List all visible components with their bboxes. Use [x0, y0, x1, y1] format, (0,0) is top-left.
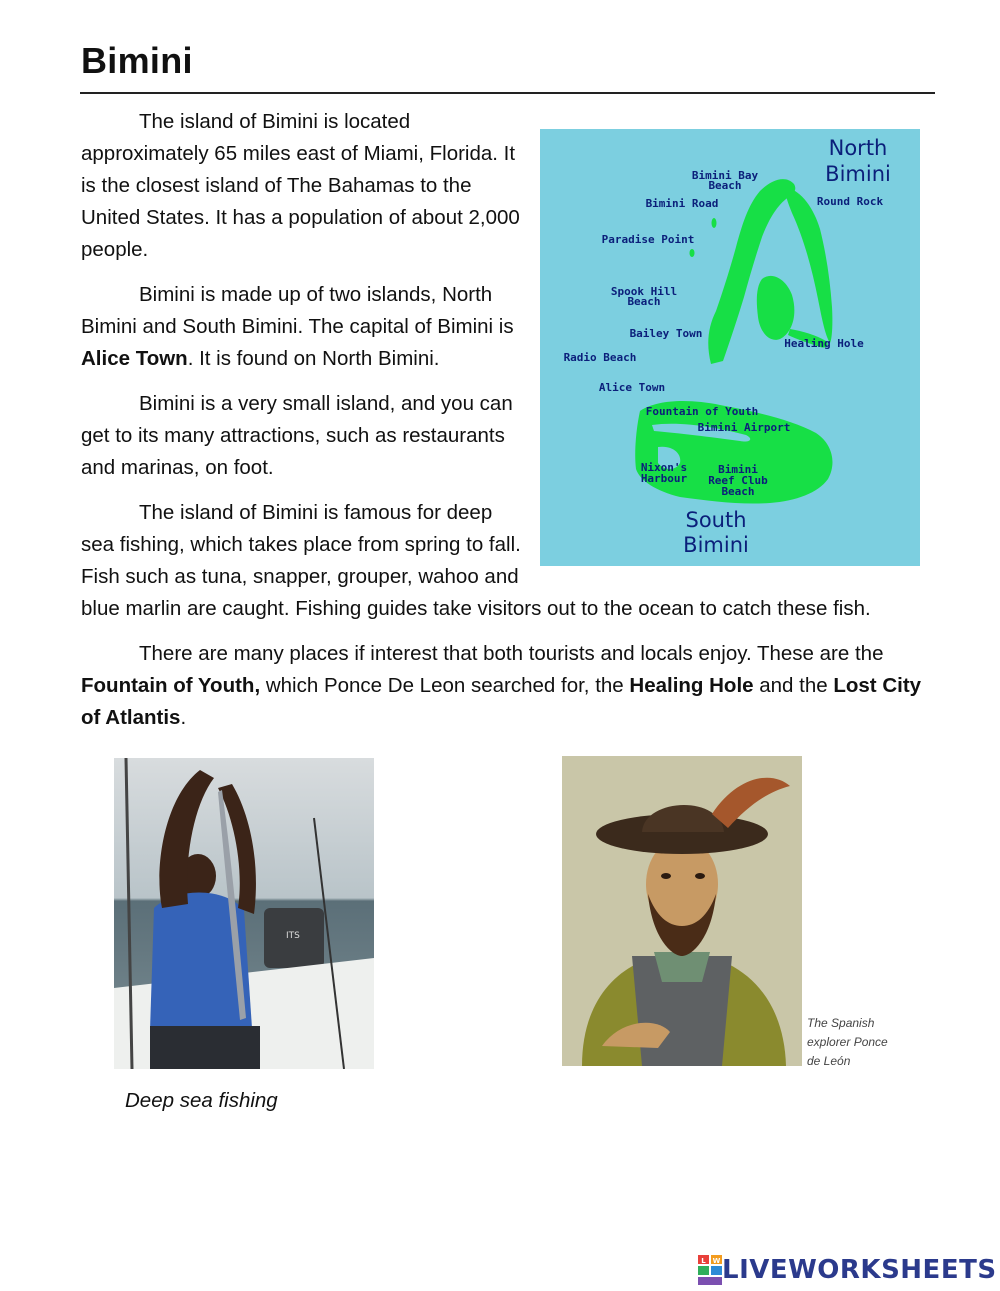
text-run: There are many places if interest that both tourists and locals enjoy. These are the — [139, 642, 884, 665]
bimini-map — [540, 129, 920, 566]
text-run: Bimini is made up of two islands, North Bimini and South Bimini. The capital of Bimini is — [81, 283, 514, 338]
fishing-photo-graphic — [114, 758, 374, 1069]
fishing-caption: Deep sea fishing — [125, 1089, 278, 1112]
map-label-alice-town: Alice Town — [598, 381, 666, 394]
portrait-graphic — [562, 756, 802, 1066]
ponce-caption-line: de León — [807, 1054, 851, 1068]
map-label-radio-beach: Radio Beach — [563, 351, 637, 364]
map-label-bimini-reef-club-beach: Bimini Reef Club Beach — [708, 463, 768, 498]
ponce-caption — [807, 1014, 917, 1071]
text-run: and the — [753, 674, 834, 697]
map-label-bimini-bay-beach: Bimini Bay Beach — [691, 169, 759, 192]
map-label-bailey-town: Bailey Town — [629, 327, 703, 340]
text-run: Bimini is a very small island, and you can get to its many attractions, such as restaurants and marinas, on foot. — [81, 392, 513, 479]
paragraph — [81, 638, 941, 734]
liveworksheets-logo[interactable] — [698, 1254, 997, 1286]
map-label-nixons-harbour: Nixon's Harbour — [640, 461, 688, 485]
bold-text: Lost City of Atlantis — [81, 674, 922, 729]
map-label-fountain-of-youth: Fountain of Youth — [645, 405, 759, 418]
svg-text:ITS: ITS — [286, 931, 300, 941]
text-run: . It is found on North Bimini. — [187, 347, 440, 370]
bold-text: Alice Town — [81, 347, 188, 370]
map-title-north-bimini: North Bimini — [825, 136, 891, 186]
map-label-round-rock: Round Rock — [816, 195, 884, 208]
map-label-paradise-point: Paradise Point — [601, 233, 695, 246]
title-underline — [80, 92, 935, 94]
map-label-bimini-airport: Bimini Airport — [697, 421, 791, 434]
bimini-road-islet — [712, 218, 717, 228]
liveworksheets-icon — [698, 1255, 722, 1285]
text-run: The island of Bimini is located approximately 65 miles east of Miami, Florida. It is the closest island of The Bahamas to the United States. It has a population of about 2,000 people. — [81, 110, 520, 261]
map-label-bimini-road: Bimini Road — [645, 197, 719, 210]
map-label-healing-hole: Healing Hole — [784, 337, 864, 350]
svg-text:L: L — [701, 1257, 706, 1265]
liveworksheets-wordmark: LIVEWORKSHEETS — [722, 1255, 997, 1285]
map-title-south-bimini: South Bimini — [683, 508, 749, 557]
text-run: which Ponce De Leon searched for, the — [260, 674, 630, 697]
text-run: The island of Bimini is famous for deep sea fishing, which takes place from spring to fall. Fish such as tuna, snapper, grouper, wahoo and blue marlin are caught. Fishing guides take visitors out to the ocean to catch these fish. — [81, 501, 871, 620]
ponce-caption-line: explorer Ponce — [807, 1035, 888, 1049]
page-title: Bimini — [81, 40, 193, 81]
map-label-spook-hill-beach: Spook Hill Beach — [610, 285, 678, 308]
svg-text:W: W — [712, 1257, 721, 1265]
paradise-point-islet — [690, 249, 695, 257]
article-body — [81, 106, 941, 747]
bold-text: Healing Hole — [629, 674, 754, 697]
text-run: . — [180, 706, 187, 729]
fishing-photo — [114, 758, 374, 1069]
map-graphic — [540, 129, 920, 566]
ponce-de-leon-portrait — [562, 756, 802, 1066]
bold-text: Fountain of Youth, — [81, 674, 261, 697]
ponce-caption-line: The Spanish — [807, 1016, 875, 1030]
